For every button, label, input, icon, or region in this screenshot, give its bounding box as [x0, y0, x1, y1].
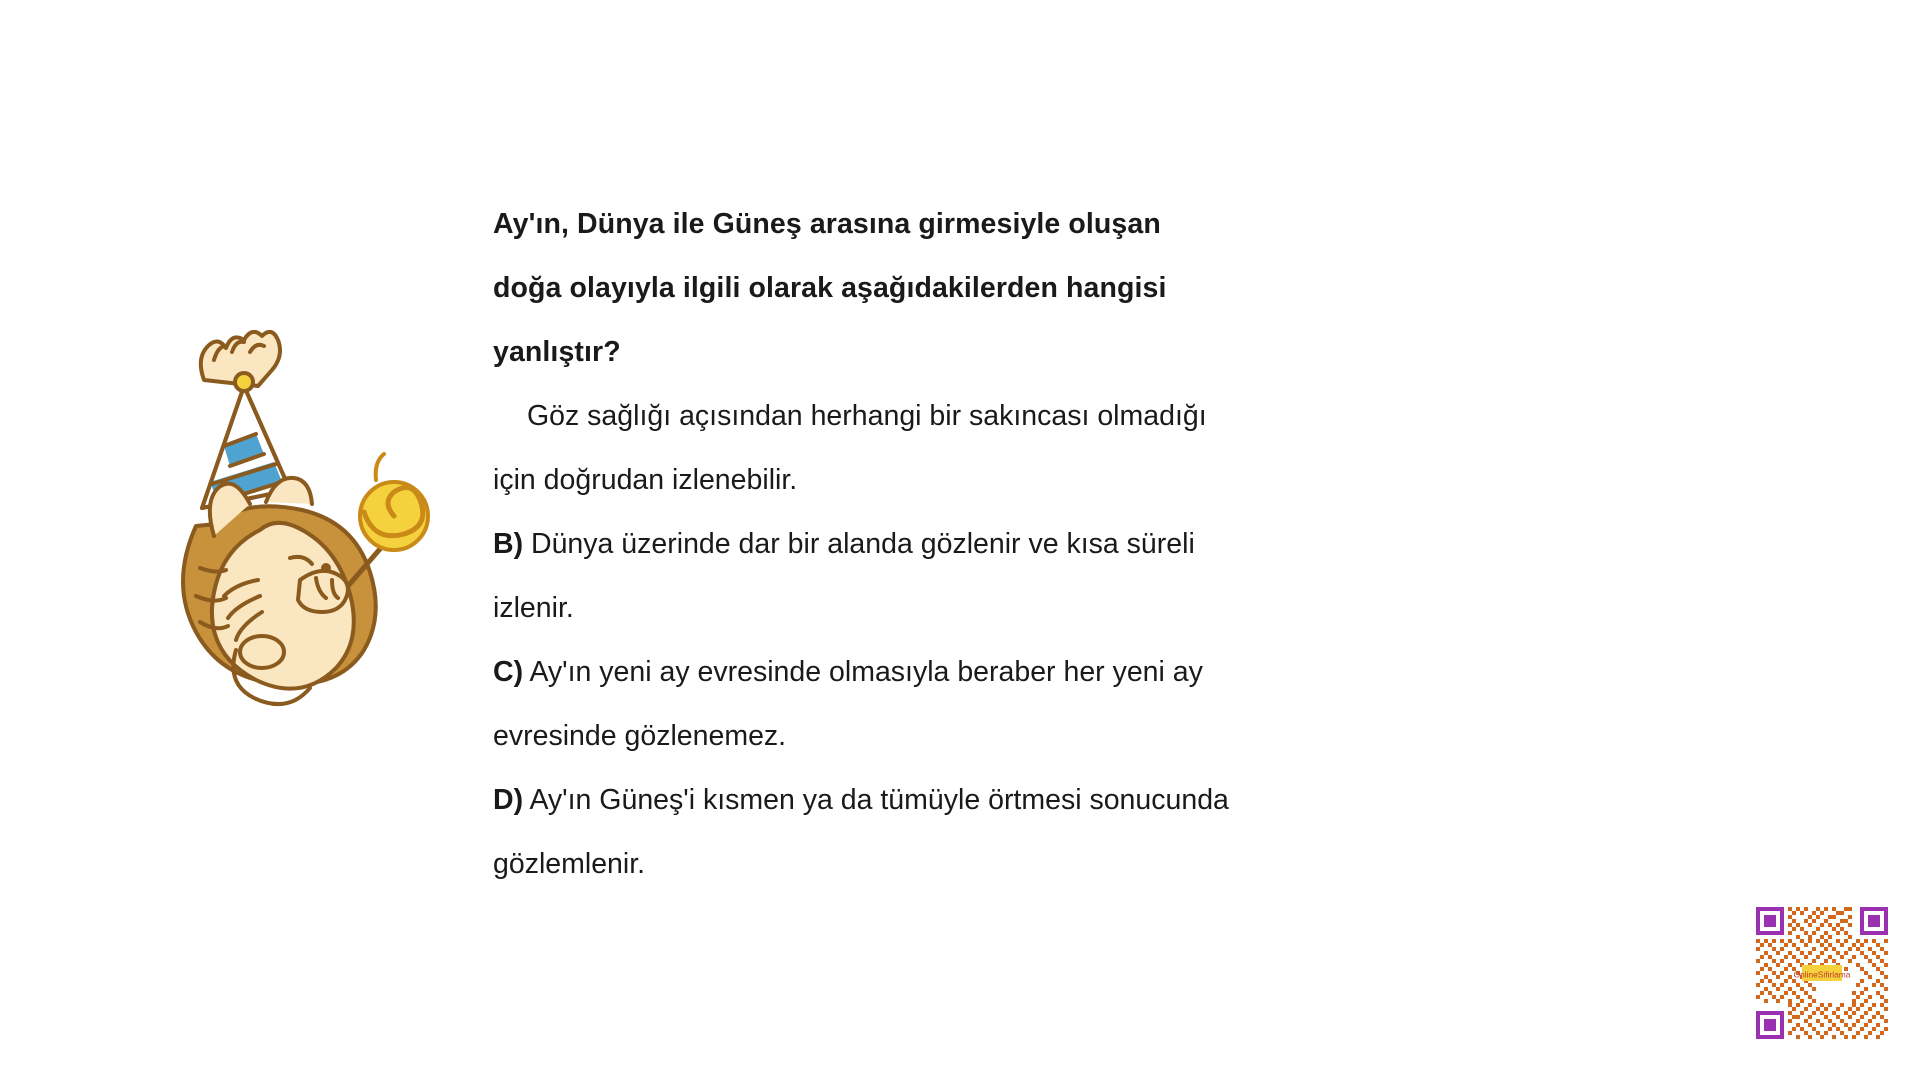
qr-code[interactable] — [1756, 907, 1888, 1039]
option-d-line-2: gözlemlenir. — [493, 848, 646, 880]
option-c-line-2: evresinde gözlenemez. — [493, 720, 787, 752]
question-block — [493, 192, 1493, 896]
qr-label-text: OnlineSifirlama — [1793, 969, 1851, 980]
option-c-letter: C) — [493, 656, 524, 688]
question-stem-line-3: yanlıştır? — [493, 336, 621, 368]
option-a-line-2: için doğrudan izlenebilir. — [493, 464, 798, 496]
party-cat-illustration — [140, 330, 460, 730]
option-d-line-1 — [493, 768, 1493, 832]
question-stem-line-1: Ay'ın, Dünya ile Güneş arasına girmesiyle oluşan — [493, 208, 1161, 240]
option-b-line-2: izlenir. — [493, 592, 574, 624]
option-a-text-line-1: Göz sağlığı açısından herhangi bir sakıncası olmadığı — [527, 400, 1207, 432]
option-d-letter: D) — [493, 784, 524, 816]
qr-code-svg — [1756, 907, 1888, 1039]
option-c-line-1 — [493, 640, 1493, 704]
option-b-text-line-1: Dünya üzerinde dar bir alanda gözlenir ve kısa süreli — [531, 528, 1195, 560]
option-d-text-line-1: Ay'ın Güneş'i kısmen ya da tümüyle örtmesi sonucunda — [529, 784, 1229, 816]
option-a-line-1 — [493, 384, 1493, 448]
option-b-line-1 — [493, 512, 1493, 576]
option-c-text-line-1: Ay'ın yeni ay evresinde olmasıyla beraber her yeni ay — [529, 656, 1203, 688]
question-stem-line-2: doğa olayıyla ilgili olarak aşağıdakilerden hangisi — [493, 272, 1167, 304]
option-b-letter: B) — [493, 528, 524, 560]
party-cat-svg — [140, 330, 460, 730]
